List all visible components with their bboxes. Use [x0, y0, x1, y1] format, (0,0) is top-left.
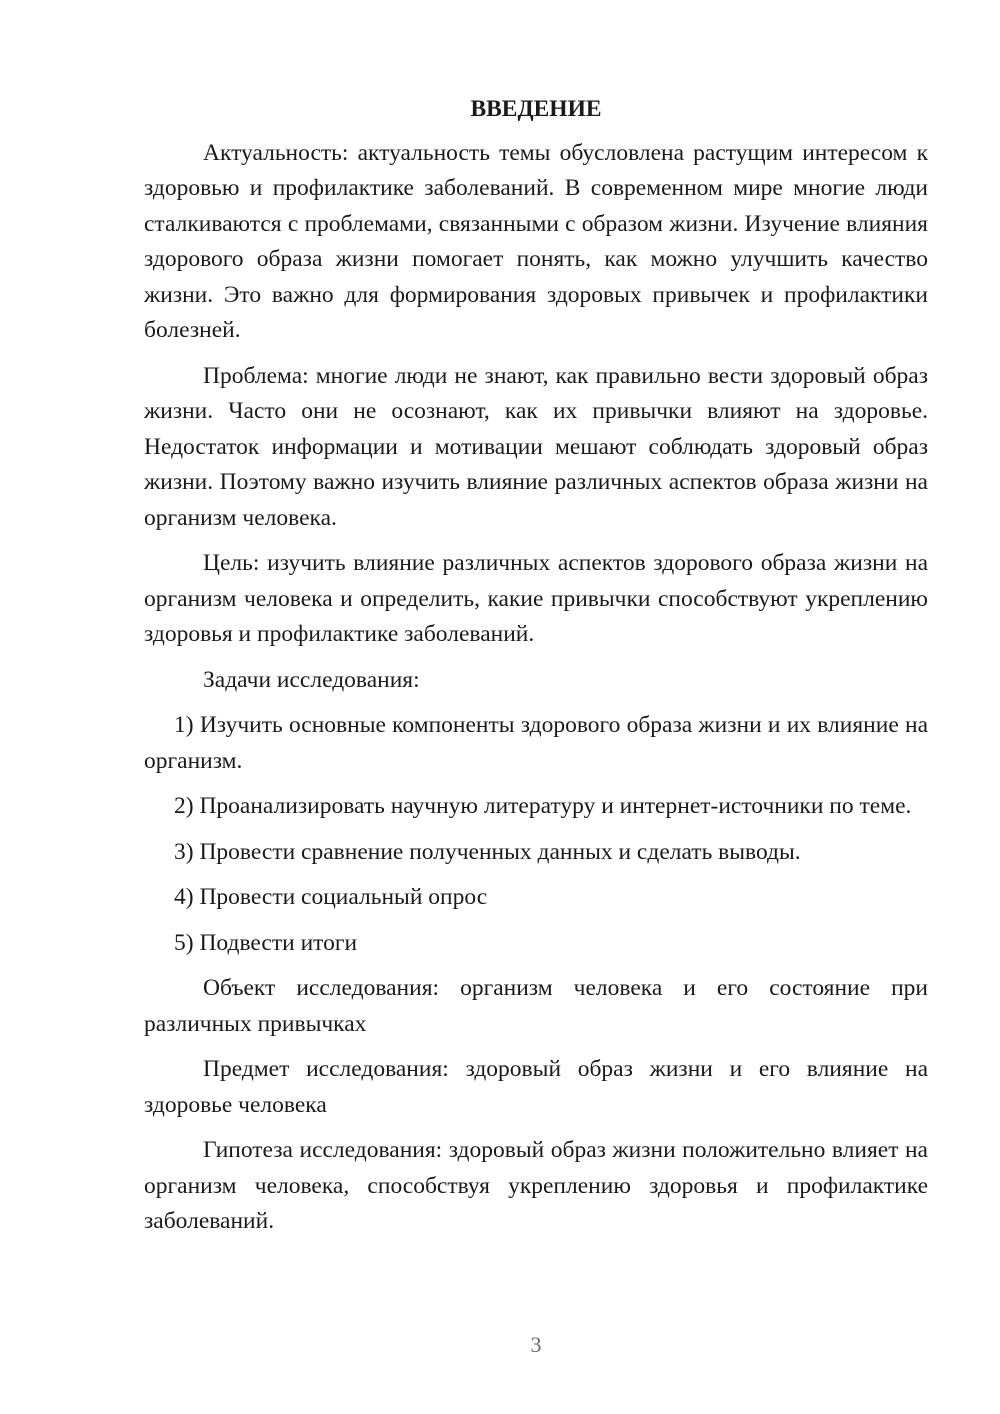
paragraph-object: Объект исследования: организм человека и его состояние при различных привычках	[144, 975, 928, 1037]
paragraph-relevance: Актуальность: актуальность темы обусловлена растущим интересом к здоровью и профилактике заболеваний. В современном мире многие люди сталкиваются с проблемами, связанными с образом жизни. Изучение влияния здорового образа жизни помогает понять, как можно улучшить качество жизни. Это важно для формирования здоровых привычек и профилактики болезней.	[144, 139, 928, 343]
paragraph-goal: Цель: изучить влияние различных аспектов здорового образа жизни на организм человека и определить, какие привычки способствуют укреплению здоровья и профилактике заболеваний.	[144, 550, 928, 647]
page-number: 3	[530, 1332, 542, 1357]
list-item: 2) Проанализировать научную литературу и интернет-источники по теме.	[174, 793, 912, 819]
paragraph-problem: Проблема: многие люди не знают, как правильно вести здоровый образ жизни. Часто они не осознают, как их привычки влияют на здоровье. Недостаток информации и мотивации мешают соблюдать здоровый образ жизни. Поэтому важно изучить влияние различных аспектов образа жизни на организм человека.	[144, 362, 928, 531]
paragraph-tasks-heading: Задачи исследования:	[203, 666, 420, 693]
list-item: 4) Провести социальный опрос	[174, 884, 488, 910]
document-page	[144, 92, 928, 1250]
page-title: ВВЕДЕНИЕ	[470, 96, 602, 122]
list-item: 5) Подвести итоги	[174, 929, 358, 956]
list-item: 3) Провести сравнение полученных данных и сделать выводы.	[174, 838, 801, 865]
paragraph-hypothesis: Гипотеза исследования: здоровый образ жизни положительно влияет на организм человека, способствуя укреплению здоровья и профилактике заболеваний.	[144, 1137, 928, 1234]
paragraph-subject: Предмет исследования: здоровый образ жизни и его влияние на здоровье человека	[144, 1056, 928, 1118]
list-item: 1) Изучить основные компоненты здорового образа жизни и их влияние на организм.	[144, 712, 928, 774]
